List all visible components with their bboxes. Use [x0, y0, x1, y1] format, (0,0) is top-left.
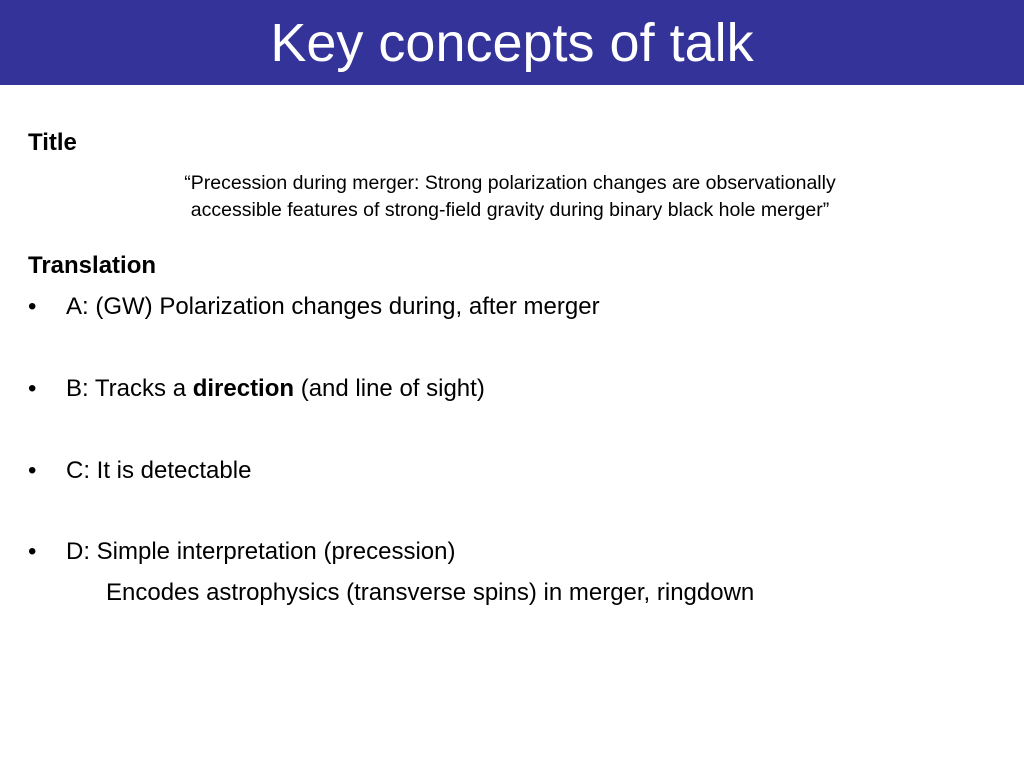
bullet-text: C: It is detectable	[66, 457, 252, 484]
bullet-marker: •	[28, 375, 37, 402]
bullet-text-bold: direction	[192, 375, 295, 402]
talk-title-quote	[120, 170, 900, 224]
translation-heading: Translation	[28, 252, 157, 279]
title-heading: Title	[28, 129, 77, 156]
bullet-item-d-subtext: Encodes astrophysics (transverse spins) in merger, ringdown	[106, 579, 755, 606]
quote-line-1: “Precession during merger: Strong polarization changes are observationally	[184, 172, 836, 194]
bullet-item-c	[28, 457, 251, 485]
bullet-text-prefix: B: Tracks a	[66, 375, 193, 402]
bullet-marker: •	[28, 293, 37, 320]
slide-title: Key concepts of talk	[270, 13, 754, 73]
title-bar	[0, 0, 1024, 85]
bullet-text-suffix: (and line of sight)	[294, 375, 485, 402]
quote-line-2: accessible features of strong-field gravity during binary black hole merger”	[190, 199, 830, 221]
bullet-item-a	[28, 293, 600, 321]
bullet-marker: •	[28, 538, 37, 565]
bullet-marker: •	[28, 457, 37, 484]
bullet-text: D: Simple interpretation (precession)	[66, 538, 456, 565]
bullet-text: A: (GW) Polarization changes during, after merger	[66, 293, 600, 320]
bullet-item-b	[28, 375, 485, 403]
bullet-item-d	[28, 538, 456, 566]
